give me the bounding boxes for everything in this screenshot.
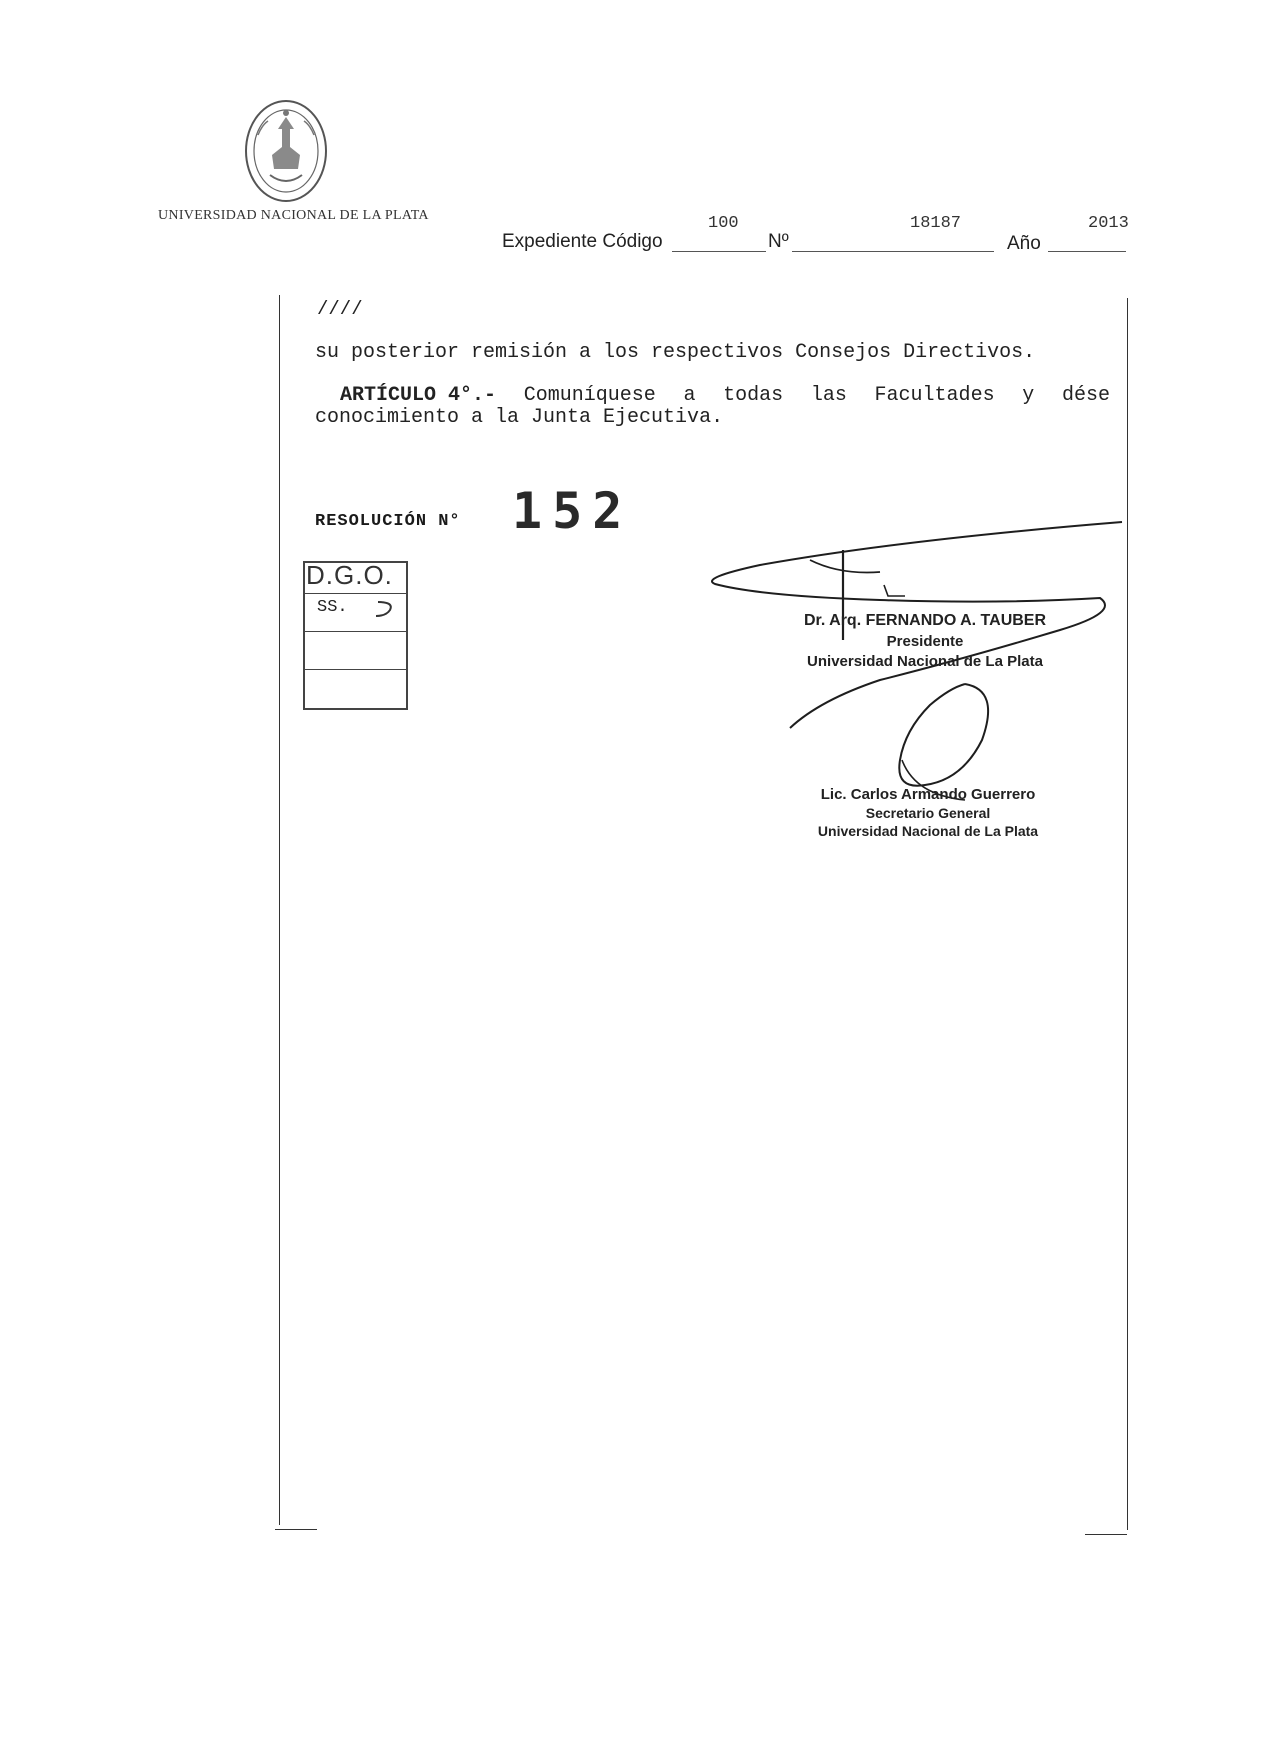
continuation-mark: //// [317,298,363,320]
anio-underline [1048,251,1126,252]
signatory-1-name: Dr. Arq. FERNANDO A. TAUBER [803,612,1047,629]
codigo-underline [672,251,766,252]
signatory-2-institution: Universidad Nacional de La Plata [817,823,1039,839]
article-word: Comuníquese [523,384,656,407]
stamp-divider [305,593,406,594]
frame-right-line [1127,298,1128,1530]
stamp-ss-label: SS. [317,598,348,617]
article-4-line-2: conocimiento a la Junta Ejecutiva. [315,406,724,429]
frame-bottom-left-line [275,1529,317,1530]
expediente-label: Expediente Código [502,231,663,252]
stamp-title: D.G.O. [306,560,393,590]
institution-name: UNIVERSIDAD NACIONAL DE LA PLATA [158,208,429,223]
numero-underline [792,251,994,252]
resolution-number: 152 [512,482,633,540]
article-4-line-1 [340,384,1110,407]
article-word: Facultades [874,384,995,407]
signatory-2-title: Secretario General [865,805,991,821]
numero-label: Nº [768,231,789,252]
signatory-1-institution: Universidad Nacional de La Plata [807,653,1043,670]
stamp-divider [305,669,406,670]
article-label: ARTÍCULO 4°.- [340,384,497,407]
signatory-2-name: Lic. Carlos Armando Guerrero [820,786,1036,803]
article-word: las [810,384,847,407]
expediente-codigo: 100 [708,214,739,233]
frame-left-line [279,295,280,1525]
resolution-label: RESOLUCIÓN N° [315,512,461,531]
article-word: y [1022,384,1035,407]
expediente-anio: 2013 [1088,214,1129,233]
frame-bottom-right-line [1085,1534,1127,1535]
expediente-numero: 18187 [910,214,962,233]
stamp-divider [305,631,406,632]
university-seal-logo [240,95,332,207]
paragraph-1: su posterior remisión a los respectivos Consejos Directivos. [315,341,1036,364]
signatory-1-title: Presidente [886,633,964,650]
article-word: a [683,384,696,407]
article-word: dése [1061,384,1110,407]
anio-label: Año [1007,233,1041,254]
article-word: todas [723,384,784,407]
stamp-initial-mark [372,596,400,620]
